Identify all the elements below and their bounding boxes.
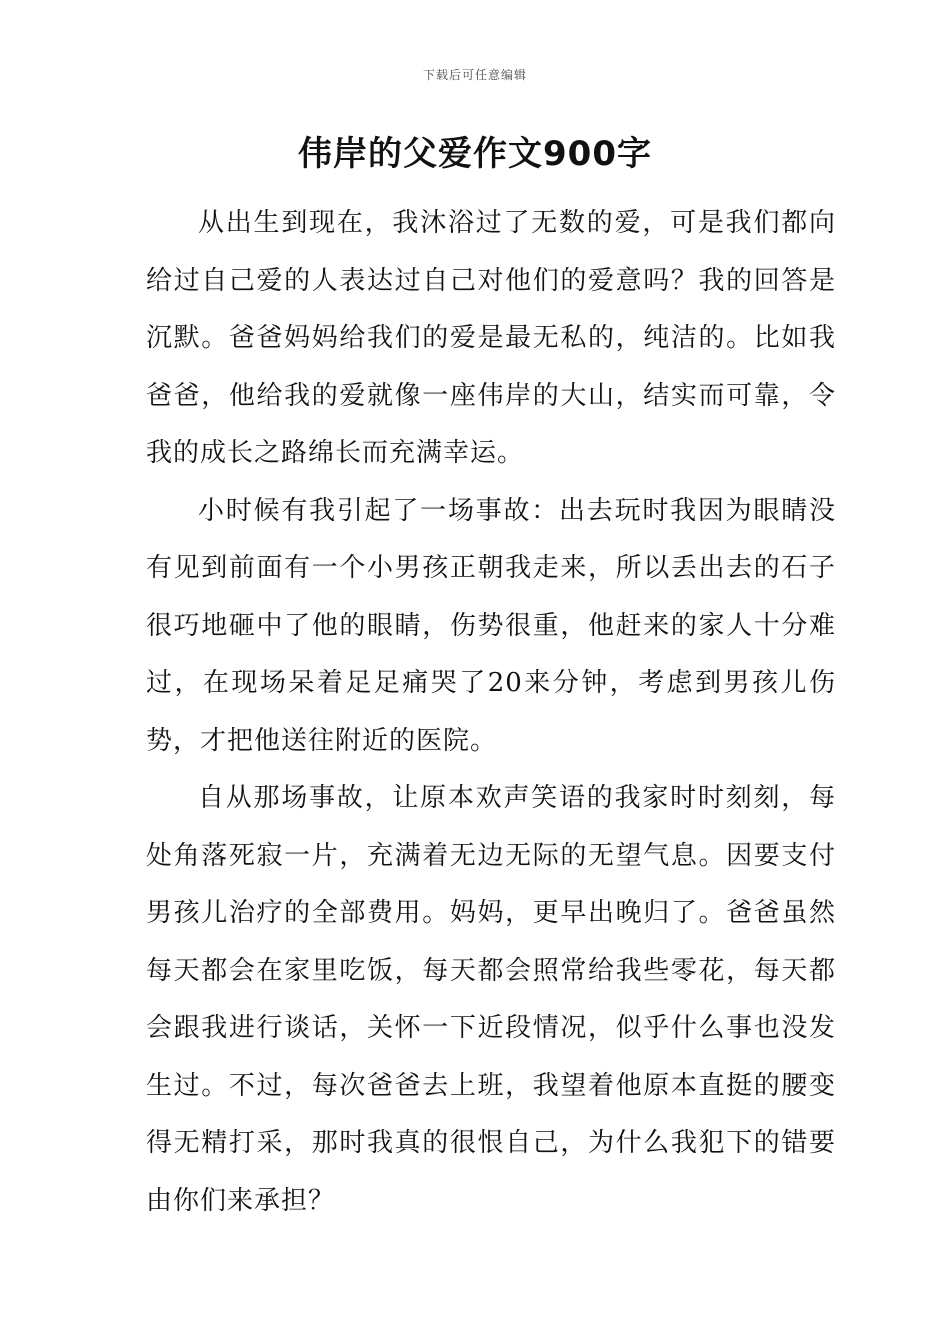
document-body — [146, 195, 836, 1230]
paragraph-1: 从出生到现在，我沐浴过了无数的爱，可是我们都向给过自己爱的人表达过自己对他们的爱意吗？我的回答是沉默。爸爸妈妈给我们的爱是最无私的，纯洁的。比如我爸爸，他给我的爱就像一座伟岸的大山，结实而可靠，令我的成长之路绵长而充满幸运。 — [146, 208, 836, 468]
document-title: 伟岸的父爱作文900字 — [298, 134, 652, 174]
paragraph-2: 小时候有我引起了一场事故：出去玩时我因为眼睛没有见到前面有一个小男孩正朝我走来，所以丢出去的石子很巧地砸中了他的眼睛，伤势很重，他赶来的家人十分难过，在现场呆着足足痛哭了20来分钟，考虑到男孩儿伤势，才把他送往附近的医院。 — [146, 495, 836, 756]
header-note: 下载后可任意编辑 — [422, 68, 527, 82]
paragraph-3: 自从那场事故，让原本欢声笑语的我家时时刻刻，每处角落死寂一片，充满着无边无际的无望气息。因要支付男孩儿治疗的全部费用。妈妈，更早出晚归了。爸爸虽然每天都会在家里吃饭，每天都会照常给我些零花，每天都会跟我进行谈话，关怀一下近段情况，似乎什么事也没发生过。不过，每次爸爸去上班，我望着他原本直挺的腰变得无精打采，那时我真的很恨自己，为什么我犯下的错要由你们来承担？ — [146, 783, 836, 1216]
